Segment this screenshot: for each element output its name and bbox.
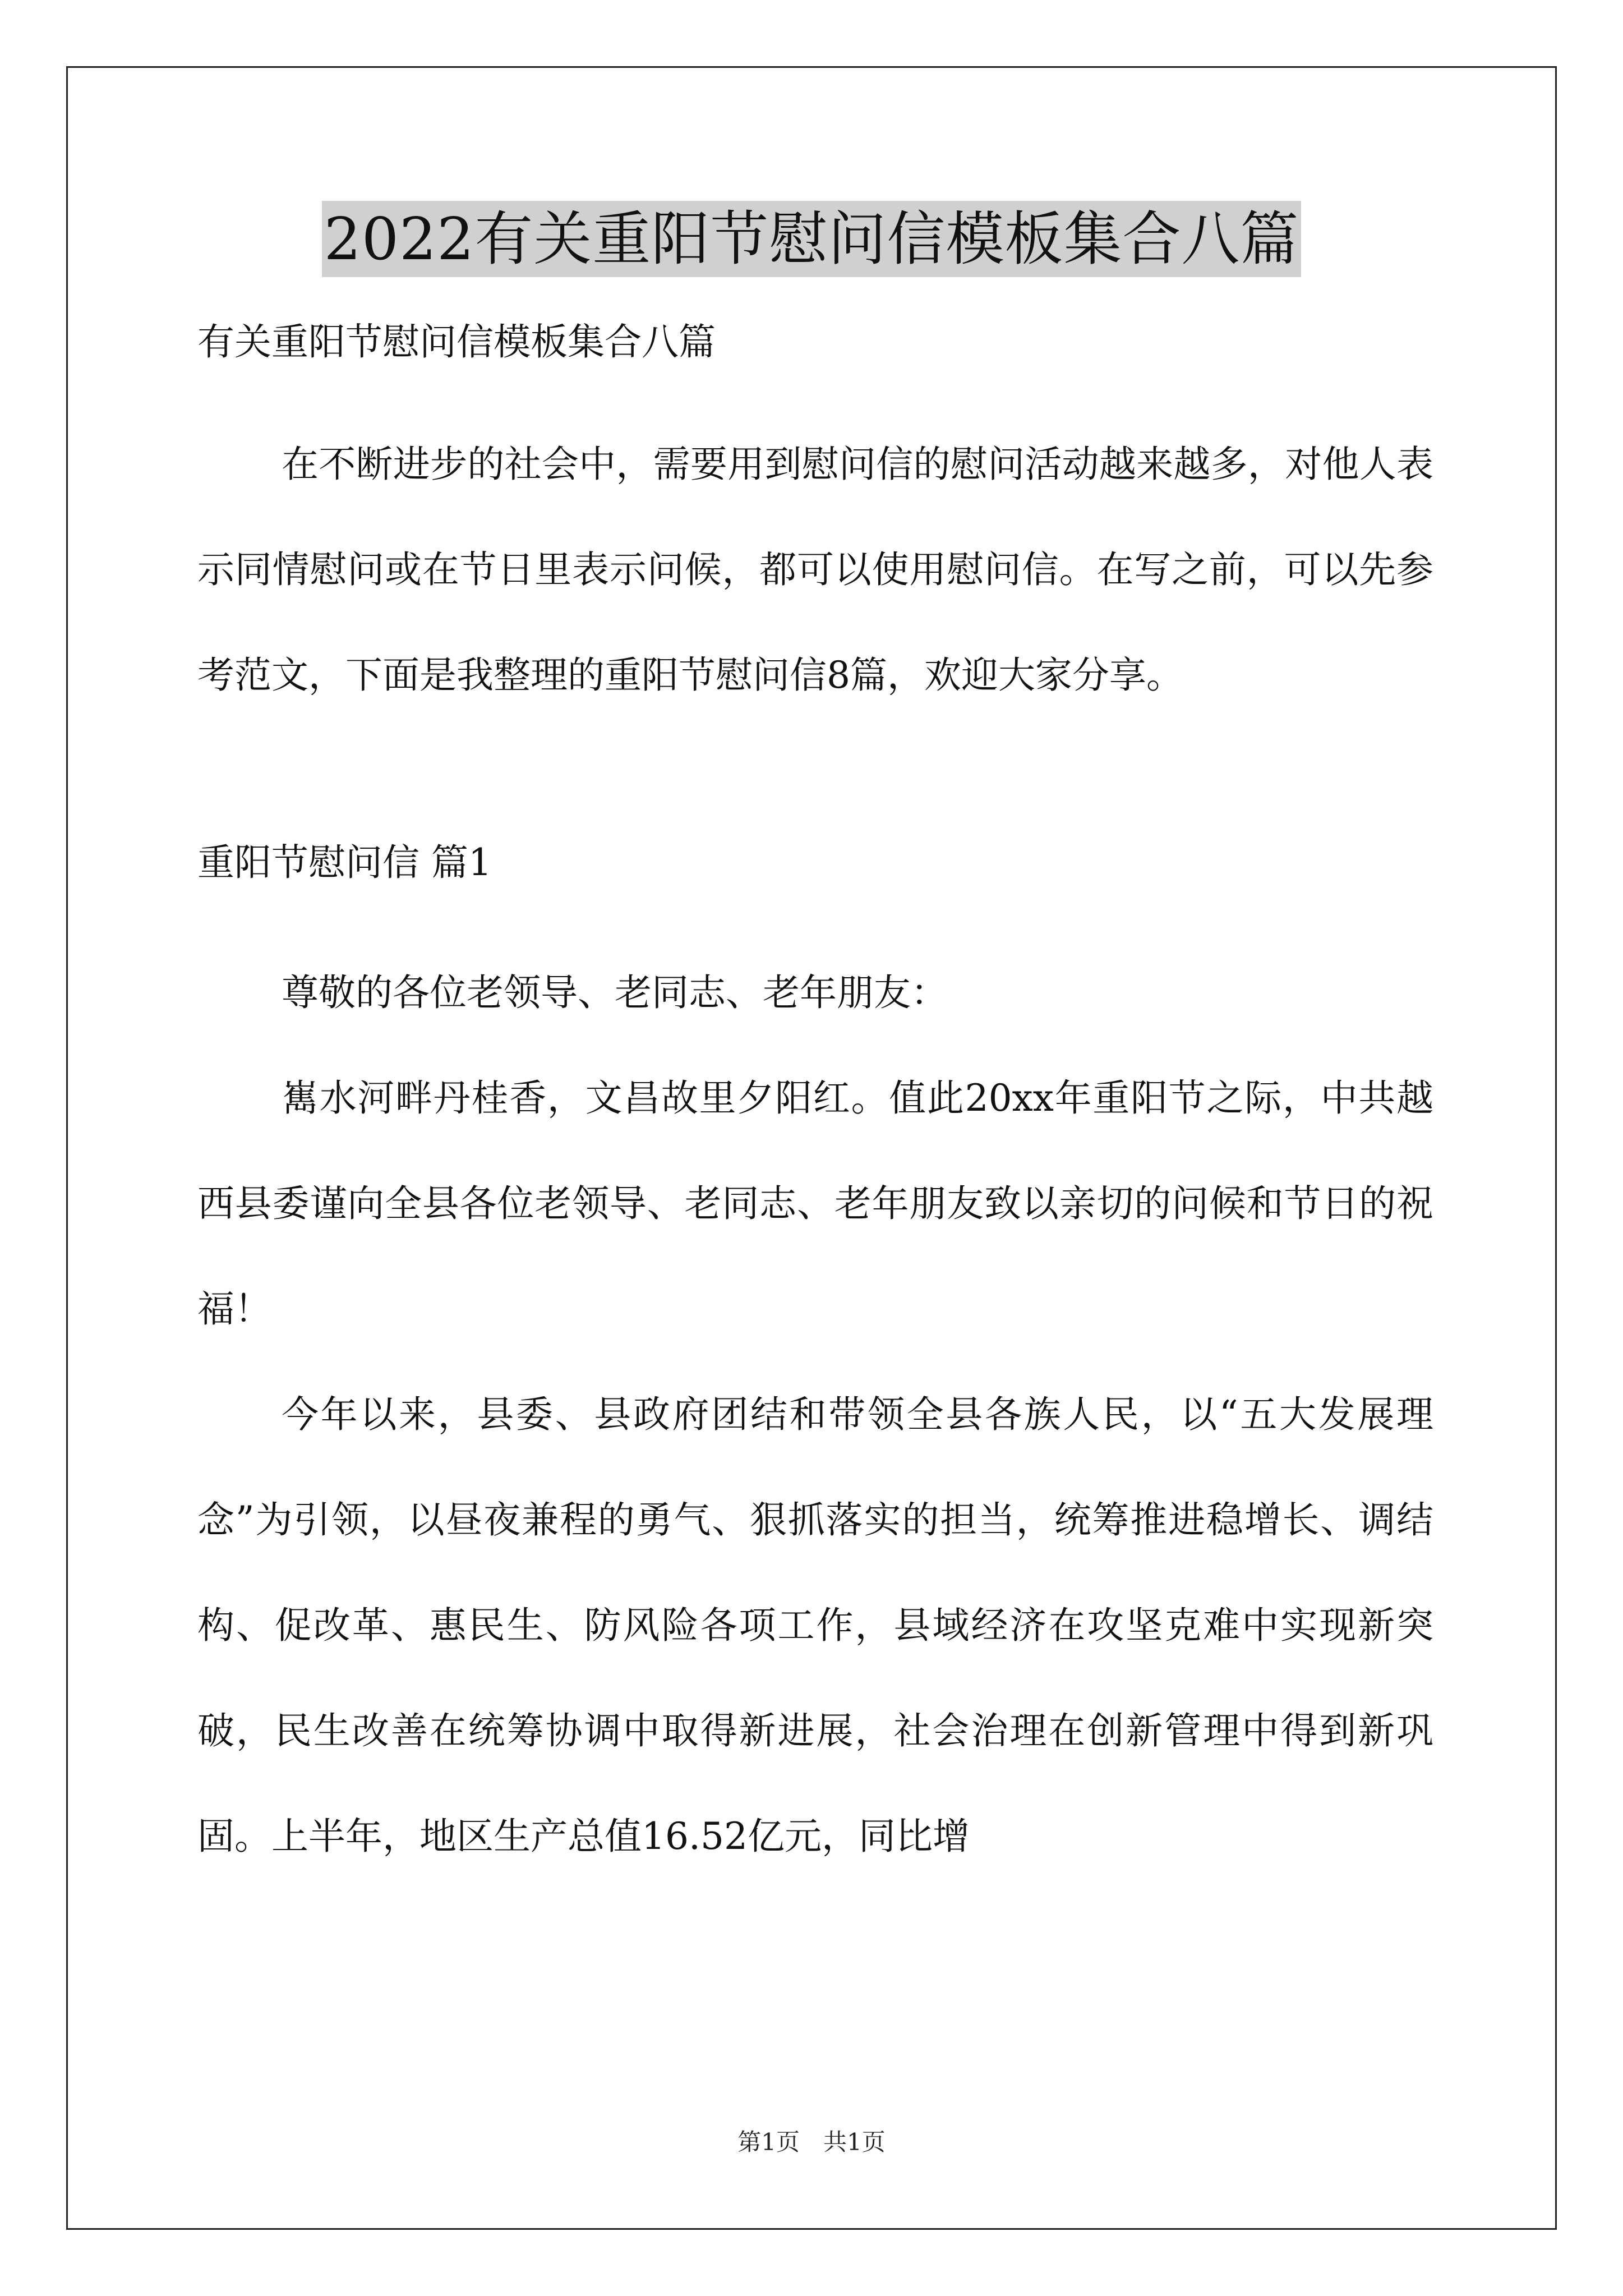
spacer [197,370,1433,412]
page-number: 第1页 [737,2128,800,2156]
document-title: 2022有关重阳节慰问信模板集合八篇 [322,201,1302,277]
intro-paragraph: 在不断进步的社会中，需要用到慰问信的慰问活动越来越多，对他人表示同情慰问或在节日里表示问候，都可以使用慰问信。在写之前，可以先参考范文，下面是我整理的重阳节慰问信8篇，欢迎大家分享。 [197,443,1433,697]
spacer [197,891,1433,940]
body-paragraph-2: 今年以来，县委、县政府团结和带领全县各族人民，以“五大发展理念”为引领，以昼夜兼程的勇气、狠抓落实的担当，统筹推进稳增长、调结构、促改革、惠民生、防风险各项工作，县域经济在攻坚克难中实现新突破，民生改善在统筹协调中取得新进展，社会治理在创新管理中得到新巩固。上半年，地区生产总值16.52亿元，同比增 [197,1393,1433,1858]
section-heading: 重阳节慰问信 篇1 [197,841,492,884]
salutation: 尊敬的各位老领导、老同志、老年朋友： [282,971,948,1014]
document-subtitle: 有关重阳节慰问信模板集合八篇 [197,320,716,364]
title-container [0,201,1623,277]
page-footer [0,2125,1623,2159]
spacer [197,728,1433,835]
document-body [197,314,1433,1889]
page-total: 共1页 [823,2128,886,2156]
body-paragraph-1: 嶲水河畔丹桂香，文昌故里夕阳红。值此20xx年重阳节之际，中共越西县委谨向全县各位老领导、老同志、老年朋友致以亲切的问候和节日的祝福！ [197,1076,1433,1331]
